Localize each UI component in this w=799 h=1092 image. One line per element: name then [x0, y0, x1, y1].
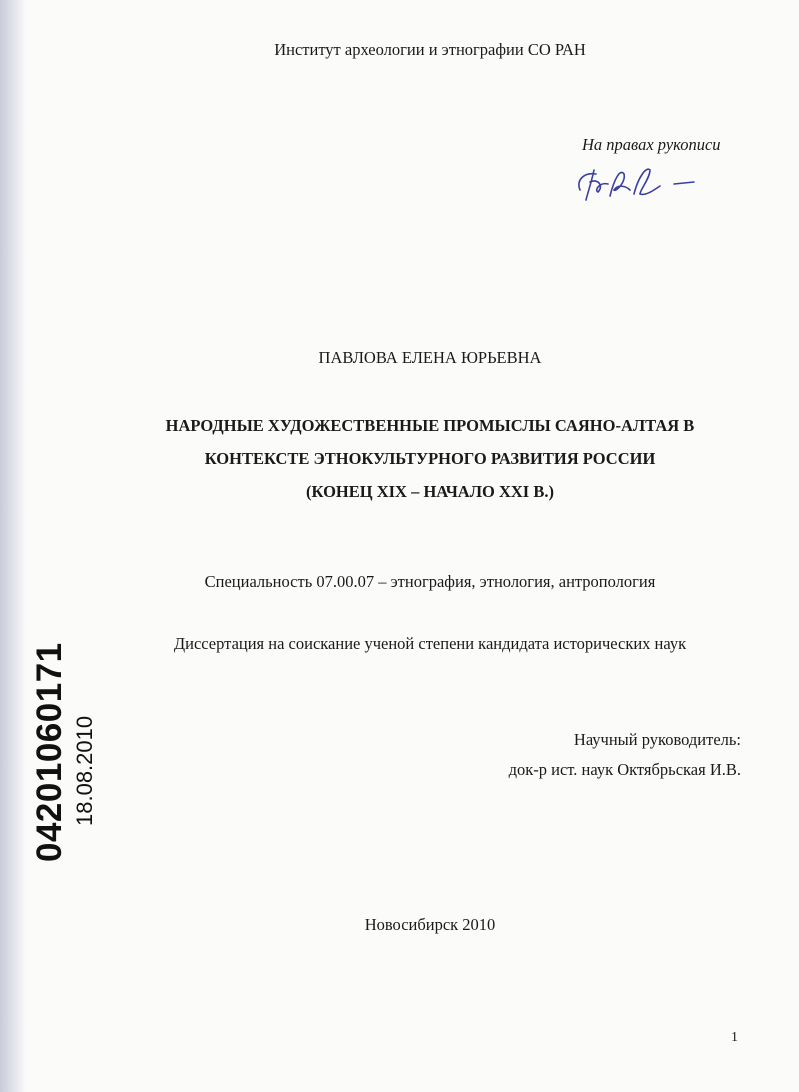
library-stamp-number: 04201060171: [30, 642, 69, 862]
degree: Диссертация на соискание ученой степени кандидата исторических наук: [173, 634, 687, 653]
specialty: Специальность 07.00.07 – этнография, этнология, антропология: [204, 572, 656, 591]
author-name: ПАВЛОВА ЕЛЕНА ЮРЬЕВНА: [318, 348, 542, 367]
supervisor-label: Научный руководитель:: [573, 730, 741, 749]
author-signature: [574, 160, 734, 205]
manuscript-note: На правах рукописи: [582, 135, 721, 154]
title-line-3: (КОНЕЦ XIX – НАЧАЛО XXI В.): [306, 482, 554, 501]
title-line-1: НАРОДНЫЕ ХУДОЖЕСТВЕННЫЕ ПРОМЫСЛЫ САЯНО-АЛТАЯ В: [165, 416, 695, 435]
page-number: 1: [731, 1030, 738, 1045]
title-line-2: КОНТЕКСТЕ ЭТНОКУЛЬТУРНОГО РАЗВИТИЯ РОССИИ: [204, 449, 656, 468]
library-stamp-date: 18.08.2010: [72, 715, 97, 826]
supervisor-name: док-р ист. наук Октябрьская И.В.: [508, 760, 741, 779]
city-year: Новосибирск 2010: [364, 915, 496, 934]
institute-name: Институт археологии и этнографии СО РАН: [274, 40, 586, 59]
